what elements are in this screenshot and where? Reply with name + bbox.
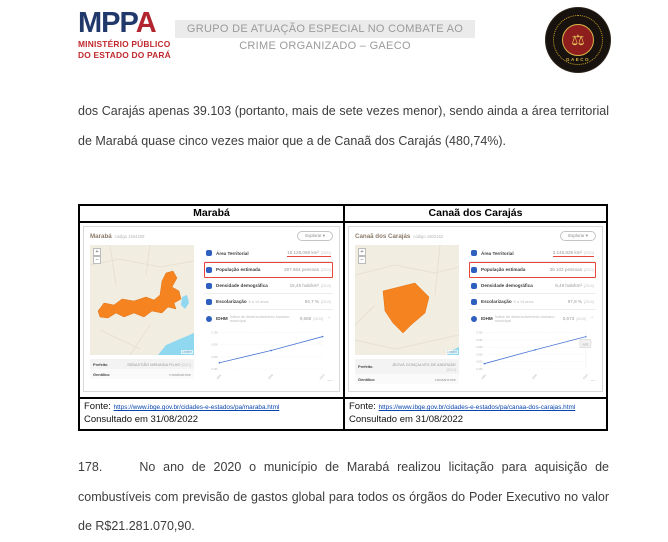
map-zoom-in-button[interactable]: + bbox=[358, 248, 366, 256]
ibge-card-header bbox=[84, 227, 339, 243]
leaflet-attribution: Leaflet bbox=[181, 350, 192, 354]
map-zoom-controls bbox=[358, 248, 366, 264]
idhm-chart bbox=[204, 328, 333, 384]
consultado-text: Consultado em 31/08/2022 bbox=[84, 414, 199, 425]
fonte-label: Fonte: bbox=[349, 401, 376, 412]
ibge-card-header bbox=[349, 227, 602, 243]
schooling-icon bbox=[471, 299, 477, 305]
leaflet-attribution: Leaflet bbox=[446, 350, 457, 354]
prefeito-value: SEBASTIÃO MIRANDA FILHO bbox=[127, 361, 181, 367]
svg-text:0,600: 0,600 bbox=[476, 346, 483, 350]
area-territorial-icon bbox=[471, 250, 477, 256]
svg-text:0,450: 0,450 bbox=[476, 367, 483, 372]
svg-text:0,550: 0,550 bbox=[476, 353, 483, 357]
city-code: código 1502152 bbox=[413, 233, 444, 239]
seal-ring bbox=[553, 15, 603, 65]
gentilico-value: marabaense bbox=[169, 371, 191, 377]
fonte-link[interactable]: https://www.ibge.gov.br/cidades-e-estados/pa/maraba.html bbox=[113, 404, 280, 411]
city-stats bbox=[196, 245, 333, 384]
fonte-link[interactable]: https://www.ibge.gov.br/cidades-e-estados/pa/canaa-dos-carajas.html bbox=[378, 404, 576, 411]
svg-text:0,650: 0,650 bbox=[476, 338, 483, 342]
stat-populacao-estimada: População estimada 287.664 pessoas [2021] bbox=[204, 262, 333, 278]
prefeito-row: Prefeito JEOVÁ GONÇALVES DE ANDRADE [2021] bbox=[355, 359, 459, 374]
sparkline-icon: 〜 bbox=[589, 379, 596, 385]
prefeito-row: Prefeito SEBASTIÃO MIRANDA FILHO [2021] bbox=[90, 359, 194, 369]
idhm-icon bbox=[206, 316, 212, 322]
stat-area-territorial: Área Territorial 3.146,829 km² [2021] bbox=[469, 245, 596, 262]
table-header-row bbox=[80, 206, 606, 223]
stat-idhm: IDHM Índice de desenvolvimento humano municipal 0,673 [2010] ⌃ bbox=[469, 310, 596, 327]
map-zoom-in-button[interactable]: + bbox=[93, 248, 101, 256]
paragraph-number: 178. bbox=[78, 460, 103, 474]
city-stats bbox=[461, 245, 596, 384]
ibge-screenshot-canaa bbox=[348, 226, 603, 392]
density-icon bbox=[206, 283, 212, 289]
stat-area-territorial: Área Territorial 15.128,059 km² [2021] bbox=[204, 245, 333, 262]
city-name: Marabá bbox=[90, 232, 112, 240]
maraba-shape bbox=[90, 245, 194, 355]
svg-text:0,400: 0,400 bbox=[211, 367, 218, 372]
scales-icon: ⚖ bbox=[571, 31, 585, 49]
explore-button[interactable]: Explorar ▾ bbox=[297, 231, 333, 241]
seal-center bbox=[562, 24, 594, 56]
gaeco-header-title bbox=[140, 20, 510, 52]
stat-idhm: IDHM Índice de desenvolvimento humano municipal 0,668 [2010] ⌃ bbox=[204, 310, 333, 327]
body-paragraph-1: dos Carajás apenas 39.103 (portanto, mais de sete vezes menor), sendo ainda a área territorial de Marabá quase cinco vezes maior que a de Canaã dos Carajás (480,74%). bbox=[78, 104, 609, 148]
table-cell-canaa bbox=[343, 223, 606, 397]
stat-escolarizacao: Escolarização 6 a 14 anos 94,7 % [2010] bbox=[204, 294, 333, 310]
svg-text:2000: 2000 bbox=[531, 373, 538, 381]
population-icon bbox=[471, 267, 477, 273]
body-paragraph-2 bbox=[78, 453, 609, 542]
canaa-shape bbox=[355, 245, 459, 355]
ibge-screenshot-maraba bbox=[83, 226, 340, 392]
svg-text:0,700: 0,700 bbox=[476, 331, 483, 335]
comparison-table bbox=[78, 204, 608, 431]
collapse-caret-icon[interactable]: ⌃ bbox=[590, 315, 594, 321]
population-icon bbox=[206, 267, 212, 273]
svg-text:0,600: 0,600 bbox=[211, 343, 218, 347]
map-zoom-out-button[interactable]: − bbox=[93, 256, 101, 264]
source-row bbox=[80, 397, 606, 429]
gentilico-row: Gentílico marabaense bbox=[90, 369, 194, 379]
prefeito-value: JEOVÁ GONÇALVES DE ANDRADE bbox=[391, 361, 456, 367]
gentilico-value: canaanense bbox=[434, 376, 456, 382]
stat-densidade: Densidade demográfica 8,49 hab/km² [2010] bbox=[469, 278, 596, 294]
map-zoom-out-button[interactable]: − bbox=[358, 256, 366, 264]
sparkline-icon: 〜 bbox=[326, 379, 333, 385]
mppa-logotype: MPPA bbox=[78, 7, 156, 39]
stat-escolarizacao: Escolarização 6 a 14 anos 97,8 % [2010] bbox=[469, 294, 596, 310]
area-territorial-icon bbox=[206, 250, 212, 256]
explore-button[interactable]: Explorar ▾ bbox=[560, 231, 596, 241]
mayor-table bbox=[90, 359, 194, 379]
svg-text:2000: 2000 bbox=[267, 373, 274, 381]
map-zoom-controls bbox=[93, 248, 101, 264]
schooling-icon bbox=[206, 299, 212, 305]
mppa-logo-subtitle: MINISTÉRIO PÚBLICO DO ESTADO DO PARÁ bbox=[78, 39, 171, 60]
svg-text:1991: 1991 bbox=[216, 373, 223, 381]
fonte-cell-canaa bbox=[343, 399, 606, 429]
screenshot-row bbox=[80, 223, 606, 397]
mayor-table bbox=[355, 359, 459, 384]
svg-text:0,500: 0,500 bbox=[211, 355, 218, 359]
svg-text:0,700: 0,700 bbox=[211, 331, 218, 335]
table-cell-maraba bbox=[80, 223, 343, 397]
gaeco-title-line2: CRIME ORGANIZADO – GAECO bbox=[239, 40, 411, 52]
fonte-label: Fonte: bbox=[84, 401, 111, 412]
svg-text:1991: 1991 bbox=[480, 373, 487, 381]
idhm-icon bbox=[471, 316, 477, 322]
city-name: Canaã dos Carajás bbox=[355, 232, 411, 240]
municipality-map[interactable] bbox=[355, 245, 459, 355]
svg-text:0,500: 0,500 bbox=[476, 360, 483, 364]
svg-text:0,673: 0,673 bbox=[582, 343, 589, 347]
svg-text:2010: 2010 bbox=[582, 373, 589, 381]
density-icon bbox=[471, 283, 477, 289]
idhm-chart bbox=[469, 328, 596, 384]
seal-label: GAECO bbox=[565, 57, 590, 62]
city-code: código 1504208 bbox=[114, 233, 145, 239]
gaeco-title-line1: GRUPO DE ATUAÇÃO ESPECIAL NO COMBATE AO bbox=[175, 20, 475, 38]
column-header-canaa: Canaã dos Carajás bbox=[343, 206, 606, 221]
gentilico-row: Gentílico canaanense bbox=[355, 374, 459, 384]
column-header-maraba: Marabá bbox=[193, 207, 230, 219]
stat-populacao-estimada: População estimada 39.103 pessoas [2021] bbox=[469, 262, 596, 278]
gaeco-seal-icon bbox=[546, 8, 610, 72]
paragraph-text: No ano de 2020 o município de Marabá realizou licitação para aquisição de combustíveis com previsão de gastos global para todos os órgãos do Poder Executivo no valor de R$21.281.070,90. bbox=[78, 460, 609, 533]
stat-densidade: Densidade demográfica 15,45 hab/km² [2010] bbox=[204, 278, 333, 294]
municipality-map[interactable] bbox=[90, 245, 194, 355]
svg-text:2010: 2010 bbox=[319, 373, 326, 381]
collapse-caret-icon[interactable]: ⌃ bbox=[327, 315, 331, 321]
consultado-text: Consultado em 31/08/2022 bbox=[349, 414, 464, 425]
fonte-cell-maraba bbox=[80, 399, 343, 429]
